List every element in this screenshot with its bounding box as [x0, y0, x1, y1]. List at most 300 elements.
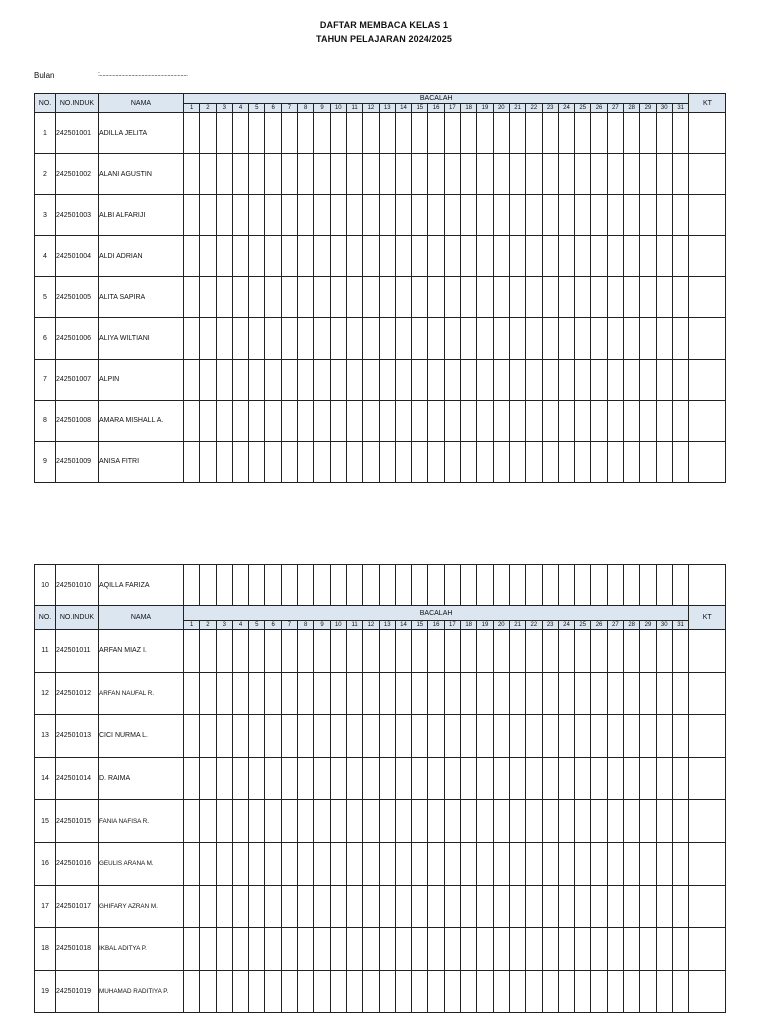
reading-day-cell[interactable] [363, 715, 379, 758]
reading-day-cell[interactable] [346, 318, 362, 359]
reading-day-cell[interactable] [363, 672, 379, 715]
reading-day-cell[interactable] [493, 885, 509, 928]
reading-day-cell[interactable] [379, 400, 395, 441]
reading-day-cell[interactable] [444, 359, 460, 400]
reading-day-cell[interactable] [200, 928, 216, 971]
reading-day-cell[interactable] [461, 928, 477, 971]
reading-day-cell[interactable] [672, 400, 689, 441]
reading-day-cell[interactable] [249, 928, 265, 971]
reading-day-cell[interactable] [509, 154, 525, 195]
reading-day-cell[interactable] [509, 842, 525, 885]
reading-day-cell[interactable] [298, 672, 314, 715]
reading-day-cell[interactable] [607, 630, 623, 673]
reading-day-cell[interactable] [509, 757, 525, 800]
reading-day-cell[interactable] [509, 441, 525, 482]
reading-day-cell[interactable] [184, 885, 200, 928]
reading-day-cell[interactable] [575, 195, 591, 236]
reading-day-cell[interactable] [200, 113, 216, 154]
reading-day-cell[interactable] [395, 195, 411, 236]
reading-day-cell[interactable] [216, 113, 232, 154]
reading-day-cell[interactable] [624, 800, 640, 843]
reading-day-cell[interactable] [379, 277, 395, 318]
reading-day-cell[interactable] [184, 842, 200, 885]
reading-day-cell[interactable] [216, 842, 232, 885]
reading-day-cell[interactable] [575, 400, 591, 441]
reading-day-cell[interactable] [558, 757, 574, 800]
reading-day-cell[interactable] [281, 318, 297, 359]
reading-day-cell[interactable] [395, 154, 411, 195]
reading-day-cell[interactable] [509, 715, 525, 758]
reading-day-cell[interactable] [428, 400, 444, 441]
reading-day-cell[interactable] [184, 757, 200, 800]
reading-day-cell[interactable] [395, 715, 411, 758]
reading-day-cell[interactable] [607, 565, 623, 606]
reading-day-cell[interactable] [526, 757, 542, 800]
reading-day-cell[interactable] [200, 885, 216, 928]
reading-day-cell[interactable] [330, 195, 346, 236]
reading-day-cell[interactable] [314, 195, 330, 236]
reading-day-cell[interactable] [216, 318, 232, 359]
reading-day-cell[interactable] [509, 277, 525, 318]
reading-day-cell[interactable] [542, 154, 558, 195]
reading-day-cell[interactable] [395, 630, 411, 673]
reading-day-cell[interactable] [281, 757, 297, 800]
reading-day-cell[interactable] [216, 277, 232, 318]
reading-day-cell[interactable] [265, 842, 281, 885]
kt-cell[interactable] [689, 441, 726, 482]
reading-day-cell[interactable] [575, 885, 591, 928]
reading-day-cell[interactable] [477, 318, 493, 359]
reading-day-cell[interactable] [200, 565, 216, 606]
reading-day-cell[interactable] [184, 565, 200, 606]
reading-day-cell[interactable] [558, 318, 574, 359]
reading-day-cell[interactable] [249, 970, 265, 1013]
reading-day-cell[interactable] [640, 715, 656, 758]
reading-day-cell[interactable] [607, 842, 623, 885]
reading-day-cell[interactable] [640, 970, 656, 1013]
reading-day-cell[interactable] [395, 757, 411, 800]
reading-day-cell[interactable] [346, 630, 362, 673]
reading-day-cell[interactable] [330, 715, 346, 758]
reading-day-cell[interactable] [395, 318, 411, 359]
reading-day-cell[interactable] [379, 715, 395, 758]
reading-day-cell[interactable] [607, 928, 623, 971]
reading-day-cell[interactable] [281, 154, 297, 195]
reading-day-cell[interactable] [461, 715, 477, 758]
reading-day-cell[interactable] [232, 630, 248, 673]
reading-day-cell[interactable] [624, 236, 640, 277]
reading-day-cell[interactable] [672, 195, 689, 236]
reading-day-cell[interactable] [444, 195, 460, 236]
reading-day-cell[interactable] [640, 113, 656, 154]
reading-day-cell[interactable] [298, 400, 314, 441]
reading-day-cell[interactable] [428, 359, 444, 400]
kt-cell[interactable] [689, 400, 726, 441]
reading-day-cell[interactable] [281, 400, 297, 441]
reading-day-cell[interactable] [607, 715, 623, 758]
reading-day-cell[interactable] [542, 757, 558, 800]
reading-day-cell[interactable] [542, 236, 558, 277]
reading-day-cell[interactable] [526, 400, 542, 441]
reading-day-cell[interactable] [640, 277, 656, 318]
reading-day-cell[interactable] [526, 441, 542, 482]
reading-day-cell[interactable] [346, 970, 362, 1013]
reading-day-cell[interactable] [509, 630, 525, 673]
reading-day-cell[interactable] [558, 928, 574, 971]
reading-day-cell[interactable] [640, 195, 656, 236]
reading-day-cell[interactable] [493, 715, 509, 758]
reading-day-cell[interactable] [265, 277, 281, 318]
reading-day-cell[interactable] [444, 113, 460, 154]
reading-day-cell[interactable] [656, 800, 672, 843]
reading-day-cell[interactable] [346, 441, 362, 482]
reading-day-cell[interactable] [395, 842, 411, 885]
reading-day-cell[interactable] [493, 441, 509, 482]
reading-day-cell[interactable] [607, 154, 623, 195]
reading-day-cell[interactable] [265, 154, 281, 195]
reading-day-cell[interactable] [363, 630, 379, 673]
kt-cell[interactable] [689, 885, 726, 928]
reading-day-cell[interactable] [493, 154, 509, 195]
reading-day-cell[interactable] [526, 154, 542, 195]
reading-day-cell[interactable] [558, 359, 574, 400]
reading-day-cell[interactable] [249, 195, 265, 236]
reading-day-cell[interactable] [542, 113, 558, 154]
reading-day-cell[interactable] [558, 800, 574, 843]
reading-day-cell[interactable] [232, 842, 248, 885]
reading-day-cell[interactable] [461, 154, 477, 195]
reading-day-cell[interactable] [640, 441, 656, 482]
reading-day-cell[interactable] [281, 195, 297, 236]
reading-day-cell[interactable] [281, 113, 297, 154]
reading-day-cell[interactable] [298, 565, 314, 606]
reading-day-cell[interactable] [624, 400, 640, 441]
reading-day-cell[interactable] [444, 715, 460, 758]
reading-day-cell[interactable] [298, 630, 314, 673]
reading-day-cell[interactable] [526, 800, 542, 843]
reading-day-cell[interactable] [314, 154, 330, 195]
reading-day-cell[interactable] [624, 113, 640, 154]
reading-day-cell[interactable] [298, 154, 314, 195]
reading-day-cell[interactable] [428, 236, 444, 277]
reading-day-cell[interactable] [232, 400, 248, 441]
reading-day-cell[interactable] [330, 885, 346, 928]
reading-day-cell[interactable] [298, 318, 314, 359]
reading-day-cell[interactable] [281, 441, 297, 482]
reading-day-cell[interactable] [281, 928, 297, 971]
reading-day-cell[interactable] [428, 113, 444, 154]
reading-day-cell[interactable] [493, 359, 509, 400]
reading-day-cell[interactable] [265, 441, 281, 482]
reading-day-cell[interactable] [232, 885, 248, 928]
reading-day-cell[interactable] [200, 441, 216, 482]
reading-day-cell[interactable] [363, 113, 379, 154]
reading-day-cell[interactable] [363, 359, 379, 400]
reading-day-cell[interactable] [526, 359, 542, 400]
reading-day-cell[interactable] [412, 195, 428, 236]
reading-day-cell[interactable] [428, 630, 444, 673]
reading-day-cell[interactable] [477, 441, 493, 482]
reading-day-cell[interactable] [672, 565, 688, 606]
reading-day-cell[interactable] [216, 885, 232, 928]
reading-day-cell[interactable] [477, 195, 493, 236]
reading-day-cell[interactable] [509, 318, 525, 359]
reading-day-cell[interactable] [249, 359, 265, 400]
reading-day-cell[interactable] [298, 885, 314, 928]
reading-day-cell[interactable] [184, 113, 200, 154]
reading-day-cell[interactable] [444, 565, 460, 606]
reading-day-cell[interactable] [461, 800, 477, 843]
reading-day-cell[interactable] [281, 672, 297, 715]
reading-day-cell[interactable] [330, 400, 346, 441]
reading-day-cell[interactable] [314, 400, 330, 441]
reading-day-cell[interactable] [591, 400, 607, 441]
reading-day-cell[interactable] [461, 236, 477, 277]
reading-day-cell[interactable] [656, 441, 672, 482]
reading-day-cell[interactable] [200, 359, 216, 400]
reading-day-cell[interactable] [330, 441, 346, 482]
reading-day-cell[interactable] [444, 672, 460, 715]
reading-day-cell[interactable] [232, 359, 248, 400]
reading-day-cell[interactable] [444, 441, 460, 482]
reading-day-cell[interactable] [542, 318, 558, 359]
reading-day-cell[interactable] [314, 565, 330, 606]
reading-day-cell[interactable] [265, 565, 281, 606]
reading-day-cell[interactable] [444, 277, 460, 318]
reading-day-cell[interactable] [444, 154, 460, 195]
reading-day-cell[interactable] [200, 277, 216, 318]
reading-day-cell[interactable] [640, 928, 656, 971]
reading-day-cell[interactable] [640, 359, 656, 400]
kt-cell[interactable] [689, 800, 726, 843]
reading-day-cell[interactable] [265, 757, 281, 800]
reading-day-cell[interactable] [656, 842, 672, 885]
reading-day-cell[interactable] [575, 928, 591, 971]
kt-cell[interactable] [689, 154, 726, 195]
reading-day-cell[interactable] [330, 800, 346, 843]
reading-day-cell[interactable] [314, 842, 330, 885]
reading-day-cell[interactable] [672, 672, 688, 715]
reading-day-cell[interactable] [184, 715, 200, 758]
reading-day-cell[interactable] [412, 277, 428, 318]
reading-day-cell[interactable] [526, 236, 542, 277]
reading-day-cell[interactable] [672, 715, 688, 758]
reading-day-cell[interactable] [428, 672, 444, 715]
reading-day-cell[interactable] [216, 154, 232, 195]
reading-day-cell[interactable] [607, 195, 623, 236]
reading-day-cell[interactable] [624, 318, 640, 359]
reading-day-cell[interactable] [591, 928, 607, 971]
reading-day-cell[interactable] [624, 565, 640, 606]
reading-day-cell[interactable] [216, 441, 232, 482]
reading-day-cell[interactable] [591, 195, 607, 236]
reading-day-cell[interactable] [477, 400, 493, 441]
reading-day-cell[interactable] [412, 757, 428, 800]
reading-day-cell[interactable] [672, 928, 688, 971]
reading-day-cell[interactable] [298, 277, 314, 318]
reading-day-cell[interactable] [591, 236, 607, 277]
reading-day-cell[interactable] [477, 277, 493, 318]
reading-day-cell[interactable] [281, 359, 297, 400]
reading-day-cell[interactable] [461, 565, 477, 606]
reading-day-cell[interactable] [412, 928, 428, 971]
kt-cell[interactable] [689, 195, 726, 236]
reading-day-cell[interactable] [428, 715, 444, 758]
reading-day-cell[interactable] [656, 630, 672, 673]
reading-day-cell[interactable] [575, 318, 591, 359]
reading-day-cell[interactable] [672, 970, 688, 1013]
reading-day-cell[interactable] [412, 318, 428, 359]
reading-day-cell[interactable] [558, 715, 574, 758]
reading-day-cell[interactable] [281, 715, 297, 758]
reading-day-cell[interactable] [607, 318, 623, 359]
reading-day-cell[interactable] [184, 970, 200, 1013]
reading-day-cell[interactable] [216, 715, 232, 758]
reading-day-cell[interactable] [200, 400, 216, 441]
reading-day-cell[interactable] [509, 565, 525, 606]
reading-day-cell[interactable] [526, 113, 542, 154]
reading-day-cell[interactable] [298, 800, 314, 843]
reading-day-cell[interactable] [184, 800, 200, 843]
reading-day-cell[interactable] [346, 113, 362, 154]
reading-day-cell[interactable] [249, 236, 265, 277]
reading-day-cell[interactable] [395, 113, 411, 154]
reading-day-cell[interactable] [314, 359, 330, 400]
reading-day-cell[interactable] [656, 154, 672, 195]
reading-day-cell[interactable] [379, 800, 395, 843]
reading-day-cell[interactable] [542, 842, 558, 885]
reading-day-cell[interactable] [216, 757, 232, 800]
reading-day-cell[interactable] [640, 842, 656, 885]
reading-day-cell[interactable] [640, 154, 656, 195]
reading-day-cell[interactable] [330, 928, 346, 971]
reading-day-cell[interactable] [542, 928, 558, 971]
reading-day-cell[interactable] [395, 672, 411, 715]
reading-day-cell[interactable] [558, 672, 574, 715]
reading-day-cell[interactable] [542, 800, 558, 843]
reading-day-cell[interactable] [461, 400, 477, 441]
reading-day-cell[interactable] [607, 757, 623, 800]
reading-day-cell[interactable] [232, 928, 248, 971]
reading-day-cell[interactable] [216, 928, 232, 971]
reading-day-cell[interactable] [379, 113, 395, 154]
reading-day-cell[interactable] [477, 630, 493, 673]
reading-day-cell[interactable] [298, 441, 314, 482]
reading-day-cell[interactable] [461, 441, 477, 482]
reading-day-cell[interactable] [330, 672, 346, 715]
reading-day-cell[interactable] [558, 885, 574, 928]
reading-day-cell[interactable] [314, 672, 330, 715]
reading-day-cell[interactable] [461, 318, 477, 359]
reading-day-cell[interactable] [232, 565, 248, 606]
reading-day-cell[interactable] [346, 154, 362, 195]
reading-day-cell[interactable] [216, 672, 232, 715]
reading-day-cell[interactable] [575, 630, 591, 673]
reading-day-cell[interactable] [591, 359, 607, 400]
reading-day-cell[interactable] [314, 970, 330, 1013]
kt-cell[interactable] [689, 277, 726, 318]
reading-day-cell[interactable] [363, 236, 379, 277]
reading-day-cell[interactable] [249, 441, 265, 482]
reading-day-cell[interactable] [575, 800, 591, 843]
reading-day-cell[interactable] [477, 842, 493, 885]
reading-day-cell[interactable] [640, 630, 656, 673]
reading-day-cell[interactable] [575, 113, 591, 154]
reading-day-cell[interactable] [395, 236, 411, 277]
reading-day-cell[interactable] [379, 757, 395, 800]
reading-day-cell[interactable] [656, 928, 672, 971]
reading-day-cell[interactable] [640, 236, 656, 277]
reading-day-cell[interactable] [281, 630, 297, 673]
reading-day-cell[interactable] [232, 236, 248, 277]
reading-day-cell[interactable] [265, 318, 281, 359]
reading-day-cell[interactable] [444, 970, 460, 1013]
reading-day-cell[interactable] [656, 277, 672, 318]
reading-day-cell[interactable] [200, 715, 216, 758]
reading-day-cell[interactable] [281, 970, 297, 1013]
reading-day-cell[interactable] [346, 800, 362, 843]
reading-day-cell[interactable] [330, 154, 346, 195]
reading-day-cell[interactable] [184, 672, 200, 715]
reading-day-cell[interactable] [200, 318, 216, 359]
kt-cell[interactable] [689, 359, 726, 400]
reading-day-cell[interactable] [363, 757, 379, 800]
reading-day-cell[interactable] [607, 672, 623, 715]
reading-day-cell[interactable] [444, 885, 460, 928]
reading-day-cell[interactable] [281, 800, 297, 843]
reading-day-cell[interactable] [249, 715, 265, 758]
reading-day-cell[interactable] [607, 113, 623, 154]
reading-day-cell[interactable] [575, 565, 591, 606]
reading-day-cell[interactable] [444, 800, 460, 843]
reading-day-cell[interactable] [330, 757, 346, 800]
reading-day-cell[interactable] [395, 928, 411, 971]
reading-day-cell[interactable] [200, 195, 216, 236]
reading-day-cell[interactable] [493, 757, 509, 800]
reading-day-cell[interactable] [216, 400, 232, 441]
reading-day-cell[interactable] [330, 565, 346, 606]
reading-day-cell[interactable] [379, 441, 395, 482]
reading-day-cell[interactable] [558, 154, 574, 195]
reading-day-cell[interactable] [477, 672, 493, 715]
reading-day-cell[interactable] [591, 842, 607, 885]
reading-day-cell[interactable] [346, 277, 362, 318]
reading-day-cell[interactable] [509, 400, 525, 441]
reading-day-cell[interactable] [428, 970, 444, 1013]
reading-day-cell[interactable] [265, 400, 281, 441]
reading-day-cell[interactable] [363, 842, 379, 885]
reading-day-cell[interactable] [493, 842, 509, 885]
reading-day-cell[interactable] [575, 441, 591, 482]
reading-day-cell[interactable] [493, 565, 509, 606]
reading-day-cell[interactable] [412, 885, 428, 928]
reading-day-cell[interactable] [232, 970, 248, 1013]
reading-day-cell[interactable] [346, 359, 362, 400]
reading-day-cell[interactable] [624, 630, 640, 673]
reading-day-cell[interactable] [412, 842, 428, 885]
reading-day-cell[interactable] [672, 842, 688, 885]
reading-day-cell[interactable] [591, 113, 607, 154]
reading-day-cell[interactable] [412, 154, 428, 195]
reading-day-cell[interactable] [461, 113, 477, 154]
reading-day-cell[interactable] [509, 672, 525, 715]
reading-day-cell[interactable] [672, 630, 688, 673]
reading-day-cell[interactable] [461, 630, 477, 673]
reading-day-cell[interactable] [656, 113, 672, 154]
reading-day-cell[interactable] [656, 565, 672, 606]
reading-day-cell[interactable] [575, 757, 591, 800]
reading-day-cell[interactable] [265, 715, 281, 758]
